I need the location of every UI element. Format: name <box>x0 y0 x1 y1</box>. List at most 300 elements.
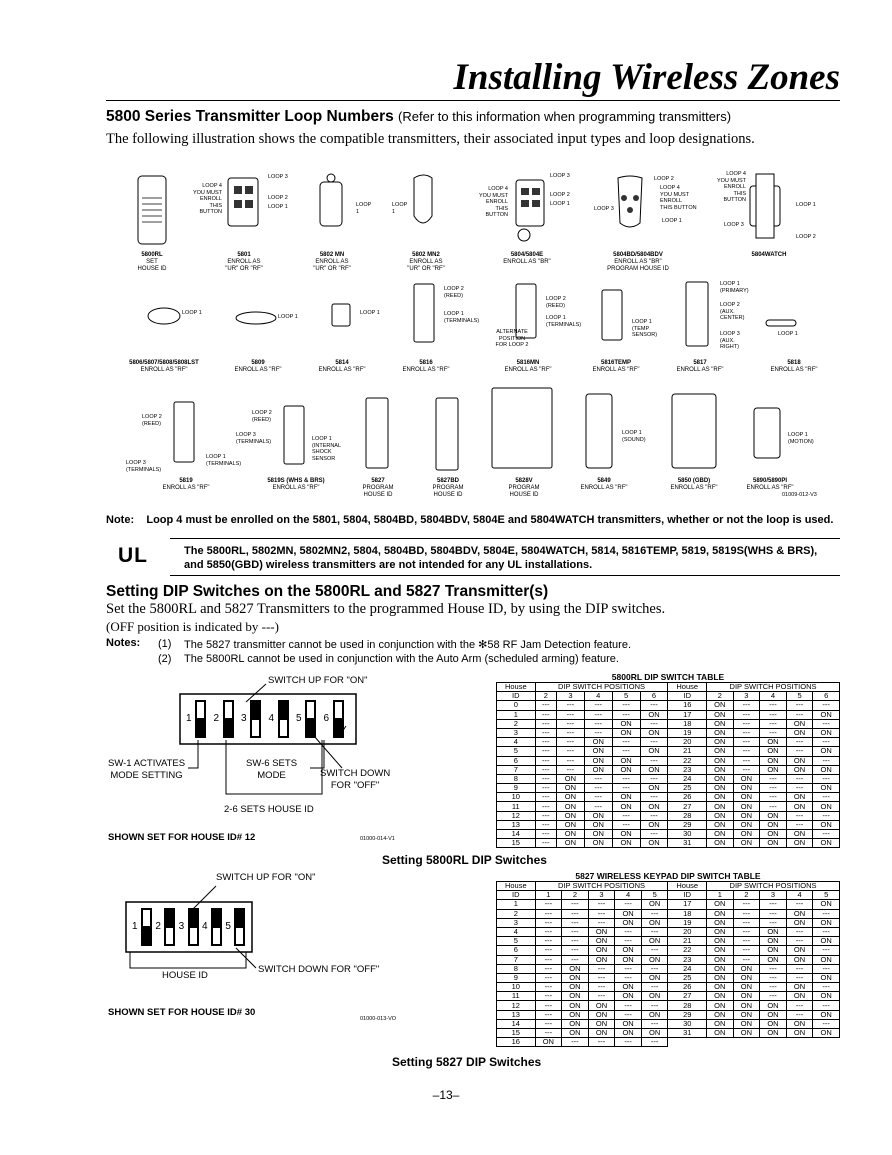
table-cell: ON <box>760 1010 787 1019</box>
table-cell: ON <box>733 1019 760 1028</box>
table-cell: 3 <box>588 891 615 900</box>
table-cell: --- <box>760 992 787 1001</box>
label-5814-loop1: LOOP 1 <box>360 310 380 316</box>
table-cell: --- <box>556 738 584 747</box>
table-cell: 16 <box>497 1038 536 1047</box>
table-cell: --- <box>760 900 787 909</box>
table-cell: --- <box>535 765 556 774</box>
table-cell: --- <box>615 900 642 909</box>
label-5802mn2-loop1: LOOP 1 <box>392 202 408 215</box>
table-cell: --- <box>786 937 813 946</box>
table-cell: ON <box>707 765 734 774</box>
table-cell: ON <box>733 793 760 802</box>
table-cell: 26 <box>668 793 707 802</box>
table-cell: ON <box>813 1029 840 1038</box>
ul-rule-bottom <box>170 575 840 576</box>
table-cell: --- <box>760 774 787 783</box>
label-5818-loop1: LOOP 1 <box>778 331 798 337</box>
fig1-switch-up: SWITCH UP FOR "ON" <box>268 675 368 686</box>
table-cell: ON <box>707 774 734 783</box>
table-cell: --- <box>786 1001 813 1010</box>
table-cell: ON <box>813 802 840 811</box>
table-cell: ON <box>562 1001 589 1010</box>
table-cell: --- <box>813 983 840 992</box>
table-cell: --- <box>760 983 787 992</box>
table-cell: --- <box>760 784 787 793</box>
table-cell: ON <box>707 1001 734 1010</box>
table-cell: --- <box>556 728 584 737</box>
table-cell: --- <box>612 747 640 756</box>
table-cell: --- <box>640 774 668 783</box>
table-cell: 5 <box>813 891 840 900</box>
caption-5804: 5804/5804E ENROLL AS "BR" <box>503 252 551 265</box>
table-cell: 6 <box>497 946 536 955</box>
label-5816temp-loop1: LOOP 1 (TEMP SENSOR) <box>632 319 658 338</box>
label-5804-loop3: LOOP 3 <box>550 173 570 179</box>
table-row <box>497 802 840 811</box>
table-cell: --- <box>588 992 615 1001</box>
table-cell: --- <box>641 983 668 992</box>
table-cell: --- <box>813 719 840 728</box>
table-cell: ON <box>612 793 640 802</box>
label-5849-loop1: LOOP 1 (SOUND) <box>622 430 646 443</box>
table-cell: 11 <box>497 802 536 811</box>
table-cell: ON <box>813 784 840 793</box>
table-cell: --- <box>760 701 787 710</box>
table-cell: --- <box>556 756 584 765</box>
table-cell: ON <box>707 909 734 918</box>
table-cell: ON <box>813 937 840 946</box>
table-cell: 24 <box>668 964 707 973</box>
table-cell: --- <box>760 909 787 918</box>
table-cell: --- <box>813 738 840 747</box>
table-cell: ON <box>813 747 840 756</box>
table-cell: --- <box>786 738 813 747</box>
table-cell: ON <box>584 756 612 765</box>
ul-logo: UL <box>118 544 148 567</box>
table-cell: ON <box>562 964 589 973</box>
table-cell: 3 <box>497 728 536 737</box>
table-cell: --- <box>640 793 668 802</box>
dip-switch-window <box>213 928 220 944</box>
table-cell: --- <box>562 955 589 964</box>
label-5809-loop1: LOOP 1 <box>278 314 298 320</box>
table-cell: --- <box>584 728 612 737</box>
table-cell: 8 <box>497 774 536 783</box>
table-cell: 19 <box>668 918 707 927</box>
table-cell: 8 <box>497 964 536 973</box>
caption-5816mn: 5816MN ENROLL AS "RF" <box>504 360 552 373</box>
table-cell: ON <box>707 747 734 756</box>
label-5804bd-loop3: LOOP 3 <box>594 206 614 212</box>
table-cell: ON <box>612 802 640 811</box>
table-cell: ON <box>641 1010 668 1019</box>
table-cell: ON <box>760 1029 787 1038</box>
table-cell: 2 <box>562 891 589 900</box>
table-cell: ON <box>641 937 668 946</box>
table-cell: ON <box>786 992 813 1001</box>
fig2-switch-up: SWITCH UP FOR "ON" <box>216 872 316 883</box>
label-5804-loop2: LOOP 2 <box>550 192 570 198</box>
table-cell: 14 <box>497 1019 536 1028</box>
table-row <box>497 710 840 719</box>
table-row <box>497 946 840 955</box>
table-cell: 13 <box>497 820 536 829</box>
label-5819s-loop2: LOOP 2 (REED) <box>252 410 272 423</box>
table-cell: 20 <box>668 738 707 747</box>
table-cell: --- <box>535 774 556 783</box>
table-cell: ON <box>588 1001 615 1010</box>
table-cell: --- <box>813 946 840 955</box>
table-cell: ON <box>640 839 668 848</box>
table-cell: 28 <box>668 811 707 820</box>
table-cell: ON <box>707 1010 734 1019</box>
table-cell: 22 <box>668 756 707 765</box>
table-cell: 6 <box>640 692 668 701</box>
table-cell: ON <box>615 1029 642 1038</box>
table-cell: ON <box>615 1019 642 1028</box>
table-cell: ON <box>640 765 668 774</box>
table-cell: 21 <box>668 747 707 756</box>
table-cell: --- <box>612 811 640 820</box>
table-row <box>497 1010 840 1019</box>
table-cell: ON <box>707 955 734 964</box>
table-cell: --- <box>813 830 840 839</box>
table-cell: ON <box>786 839 813 848</box>
table-cell: ON <box>556 839 584 848</box>
caption-5817: 5817 ENROLL AS "RF" <box>676 360 724 373</box>
table-cell: 10 <box>497 983 536 992</box>
table-cell: ON <box>640 784 668 793</box>
table-cell: --- <box>535 728 556 737</box>
table-cell: ON <box>556 811 584 820</box>
table-cell: --- <box>760 728 787 737</box>
table-cell <box>733 1038 760 1047</box>
table-cell: --- <box>535 793 556 802</box>
table-cell: 7 <box>497 765 536 774</box>
table-cell: ON <box>707 839 734 848</box>
table-cell: --- <box>813 1001 840 1010</box>
label-5801-loop4: LOOP 4 YOU MUST ENROLL THIS BUTTON <box>192 183 222 215</box>
ul-text: The 5800RL, 5802MN, 5802MN2, 5804, 5804BD, 5804BDV, 5804E, 5804WATCH, 5814, 5816TEMP, 5819, 5819S(WHS & BRS), and 5850(GBD) wireless transmitters are not intended for any UL installations. <box>184 545 818 571</box>
caption-5827bd: 5827BD PROGRAM HOUSE ID <box>432 478 464 498</box>
dip-number: 2 <box>155 921 161 932</box>
table1-title: 5800RL DIP SWITCH TABLE <box>611 672 725 682</box>
table-cell: ON <box>786 765 813 774</box>
table-cell: DIP SWITCH POSITIONS <box>535 882 668 891</box>
table-cell: ON <box>707 937 734 946</box>
table-cell: ON <box>707 793 734 802</box>
table-cell: --- <box>535 1010 562 1019</box>
caption-5890: 5890/5890PI ENROLL AS "RF" <box>746 478 794 491</box>
dip-switch-window <box>225 702 232 718</box>
table-cell: --- <box>786 1010 813 1019</box>
table-cell: --- <box>640 738 668 747</box>
table-cell: 21 <box>668 937 707 946</box>
table-cell: ON <box>612 728 640 737</box>
table-cell: --- <box>786 811 813 820</box>
table-cell: ON <box>584 747 612 756</box>
table-cell: ON <box>733 820 760 829</box>
table-cell: ON <box>707 738 734 747</box>
table-cell: --- <box>733 719 760 728</box>
table-cell: --- <box>760 802 787 811</box>
table-cell: ON <box>733 973 760 982</box>
label-watch-loop1: LOOP 1 <box>796 202 816 208</box>
table-cell: --- <box>535 701 556 710</box>
table-cell: ON <box>760 765 787 774</box>
table-cell: --- <box>535 710 556 719</box>
table-cell: --- <box>641 964 668 973</box>
table-cell: --- <box>556 710 584 719</box>
table-cell: --- <box>733 909 760 918</box>
caption-5827: 5827 PROGRAM HOUSE ID <box>362 478 394 498</box>
table-cell: ON <box>733 1029 760 1038</box>
table-cell: ON <box>640 710 668 719</box>
fig1-sw1: SW-1 ACTIVATES MODE SETTING <box>108 758 186 781</box>
fig1-code: 01000-014-V1 <box>360 836 395 842</box>
table-cell: --- <box>733 946 760 955</box>
table-cell: ON <box>641 918 668 927</box>
table-cell: ON <box>707 1029 734 1038</box>
section-heading-loops: 5800 Series Transmitter Loop Numbers (Refer to this information when programming transmitters) <box>106 108 732 125</box>
table-cell: ON <box>707 900 734 909</box>
table-cell: ON <box>707 756 734 765</box>
table-cell: --- <box>733 765 760 774</box>
table-cell: --- <box>615 927 642 936</box>
dip-switch-window <box>166 928 173 944</box>
table-cell: --- <box>584 710 612 719</box>
label-5819-loop1: LOOP 1 (TERMINALS) <box>206 454 242 467</box>
table-cell: --- <box>733 900 760 909</box>
label-5819s-loop3: LOOP 3 (TERMINALS) <box>236 432 272 445</box>
table-cell: --- <box>584 793 612 802</box>
table-cell: --- <box>612 701 640 710</box>
title-rule <box>106 100 840 101</box>
table-cell: ON <box>535 1038 562 1047</box>
dip-switch-window <box>190 928 197 944</box>
dip-number: 4 <box>202 921 208 932</box>
table-cell: --- <box>562 909 589 918</box>
table-cell: 2 <box>535 692 556 701</box>
dip-number: 1 <box>186 713 192 724</box>
table-cell: --- <box>535 983 562 992</box>
table-cell: --- <box>733 955 760 964</box>
table-cell: ON <box>760 937 787 946</box>
table-cell: --- <box>535 738 556 747</box>
table-cell: ON <box>584 738 612 747</box>
table-cell: 18 <box>668 719 707 728</box>
table-cell: 28 <box>668 1001 707 1010</box>
table-header-row <box>497 683 840 692</box>
table-cell: ON <box>786 719 813 728</box>
fig1-switch-down: SWITCH DOWN FOR "OFF" <box>320 768 391 791</box>
table-cell: ON <box>584 765 612 774</box>
dip-switch-window <box>335 702 342 718</box>
table-cell: --- <box>535 1019 562 1028</box>
section-heading-dip: Setting DIP Switches on the 5800RL and 5827 Transmitter(s) <box>106 583 549 600</box>
label-5819-loop2: LOOP 2 (REED) <box>142 414 162 427</box>
table-cell: --- <box>813 964 840 973</box>
fig-5827-dip <box>106 872 490 1032</box>
table-cell: DIP SWITCH POSITIONS <box>535 683 668 692</box>
table-cell: 3 <box>556 692 584 701</box>
table-cell: 29 <box>668 820 707 829</box>
table-cell: House <box>668 882 707 891</box>
label-5816mn-loop1: LOOP 1 (TERMINALS) <box>546 315 582 328</box>
table-cell: 30 <box>668 830 707 839</box>
table-cell: ON <box>813 839 840 848</box>
dip-number: 3 <box>178 921 185 932</box>
table-cell: --- <box>760 793 787 802</box>
caption-5816: 5816 ENROLL AS "RF" <box>402 360 450 373</box>
table-cell: --- <box>584 719 612 728</box>
note-num-1: (1) <box>158 638 172 650</box>
table-cell: ON <box>707 1019 734 1028</box>
table-cell: ON <box>733 839 760 848</box>
table-cell: ON <box>615 983 642 992</box>
table-cell: 11 <box>497 992 536 1001</box>
dip-intro: Set the 5800RL and 5827 Transmitters to the programmed House ID, by using the DIP switches. <box>106 601 666 617</box>
table-cell: --- <box>588 918 615 927</box>
table-cell: ON <box>707 992 734 1001</box>
label-5816mn-alt: ALTERNATE POSITION FOR LOOP 2 <box>495 329 529 348</box>
table-cell: --- <box>733 918 760 927</box>
label-5804-loop4: LOOP 4 YOU MUST ENROLL THIS BUTTON <box>478 186 508 218</box>
table-cell: ON <box>707 830 734 839</box>
table-cell: ON <box>612 839 640 848</box>
table-cell: ON <box>707 964 734 973</box>
table-cell: --- <box>562 937 589 946</box>
table-cell: ON <box>733 784 760 793</box>
label-5890-loop1: LOOP 1 (MOTION) <box>788 432 814 445</box>
table-cell: 12 <box>497 811 536 820</box>
table-cell: ON <box>707 811 734 820</box>
table-cell: --- <box>535 747 556 756</box>
label-5806-loop1: LOOP 1 <box>182 310 202 316</box>
fig2-switch-down: SWITCH DOWN FOR "OFF" <box>258 964 380 975</box>
table-cell: ON <box>588 955 615 964</box>
table-cell: ON <box>556 830 584 839</box>
table-cell: ON <box>733 802 760 811</box>
table-cell: 1 <box>497 900 536 909</box>
table-cell: --- <box>733 710 760 719</box>
dip-switch-window <box>143 910 150 926</box>
label-5804-loop1: LOOP 1 <box>550 201 570 207</box>
table-cell: 19 <box>668 728 707 737</box>
table-cell: --- <box>786 900 813 909</box>
table-cell: ON <box>562 992 589 1001</box>
table-cell: --- <box>612 774 640 783</box>
intro-text: The following illustration shows the compatible transmitters, their associated input types and loop designations. <box>106 131 755 147</box>
table-row <box>497 756 840 765</box>
table-cell: --- <box>640 811 668 820</box>
fig1-sets-house: 2-6 SETS HOUSE ID <box>224 804 314 815</box>
table-cell: --- <box>615 937 642 946</box>
table2-title: 5827 WIRELESS KEYPAD DIP SWITCH TABLE <box>575 871 761 881</box>
table-cell: --- <box>562 900 589 909</box>
table-cell: --- <box>640 756 668 765</box>
table-cell: ON <box>733 983 760 992</box>
table-cell: 14 <box>497 830 536 839</box>
table-cell: ON <box>760 747 787 756</box>
table-cell: --- <box>612 710 640 719</box>
caption-5802mn: 5802 MN ENROLL AS "UR" OR "RF" <box>313 252 351 272</box>
dip-switch-window <box>197 702 204 718</box>
table-cell: --- <box>786 774 813 783</box>
table-cell: ON <box>733 964 760 973</box>
dip-number: 1 <box>132 921 138 932</box>
table-cell: --- <box>535 839 556 848</box>
note-loop4: Note: Loop 4 must be enrolled on the 5801, 5804, 5804BD, 5804BDV, 5804E and 5804WATCH transmitters, whether or not the loop is used. <box>106 514 834 526</box>
table-cell: ON <box>733 1010 760 1019</box>
label-watch-loop4: LOOP 4 YOU MUST ENROLL THIS BUTTON <box>716 171 746 203</box>
table-cell: ON <box>707 784 734 793</box>
table-cell: --- <box>786 701 813 710</box>
table-cell: DIP SWITCH POSITIONS <box>707 683 840 692</box>
transmitter-illustration <box>106 168 840 503</box>
table-5827 <box>496 881 840 1047</box>
table-cell: ON <box>707 927 734 936</box>
table-cell: --- <box>535 909 562 918</box>
fig2-caption: Setting 5827 DIP Switches <box>392 1055 542 1069</box>
table-cell: 12 <box>497 1001 536 1010</box>
table-cell: 25 <box>668 973 707 982</box>
table-cell: 23 <box>668 765 707 774</box>
table-cell: --- <box>786 784 813 793</box>
table-cell: 13 <box>497 1010 536 1019</box>
fig2-house: HOUSE ID <box>162 970 208 981</box>
note-text-1: The 5827 transmitter cannot be used in conjunction with the ✻58 RF Jam Detection feature. <box>184 639 632 651</box>
table-cell: --- <box>556 747 584 756</box>
table-cell: 15 <box>497 839 536 848</box>
table-cell: --- <box>733 738 760 747</box>
caption-5816temp: 5816TEMP ENROLL AS "RF" <box>592 360 640 373</box>
table-row <box>497 1001 840 1010</box>
table-cell <box>760 1038 787 1047</box>
caption-5818: 5818 ENROLL AS "RF" <box>770 360 818 373</box>
table-cell: ON <box>707 710 734 719</box>
table-cell: 5 <box>641 891 668 900</box>
table-cell: --- <box>760 964 787 973</box>
caption-5806: 5806/5807/5808/5808LST ENROLL AS "RF" <box>129 360 199 373</box>
table-cell: 2 <box>707 692 734 701</box>
table-cell: ON <box>556 802 584 811</box>
table-cell: --- <box>535 830 556 839</box>
table-cell: --- <box>733 927 760 936</box>
table-cell: --- <box>535 992 562 1001</box>
table-cell: ON <box>760 955 787 964</box>
table-cell: --- <box>641 927 668 936</box>
fig2-code: 01000-013-VO <box>360 1016 397 1022</box>
table-cell: --- <box>562 946 589 955</box>
table-cell: --- <box>760 973 787 982</box>
table-cell: ON <box>760 830 787 839</box>
caption-5849: 5849 ENROLL AS "RF" <box>580 478 628 491</box>
table-cell: ON <box>584 830 612 839</box>
table-cell: --- <box>733 756 760 765</box>
table-cell: DIP SWITCH POSITIONS <box>707 882 840 891</box>
table-cell: --- <box>588 900 615 909</box>
table-cell: 3 <box>497 918 536 927</box>
table-cell: ON <box>707 802 734 811</box>
label-5802mn-loop1: LOOP 1 <box>356 202 372 215</box>
table-cell: --- <box>612 820 640 829</box>
table-cell: ON <box>786 1029 813 1038</box>
table-cell: --- <box>556 701 584 710</box>
table-cell: ID <box>497 692 536 701</box>
table-cell: 6 <box>813 692 840 701</box>
